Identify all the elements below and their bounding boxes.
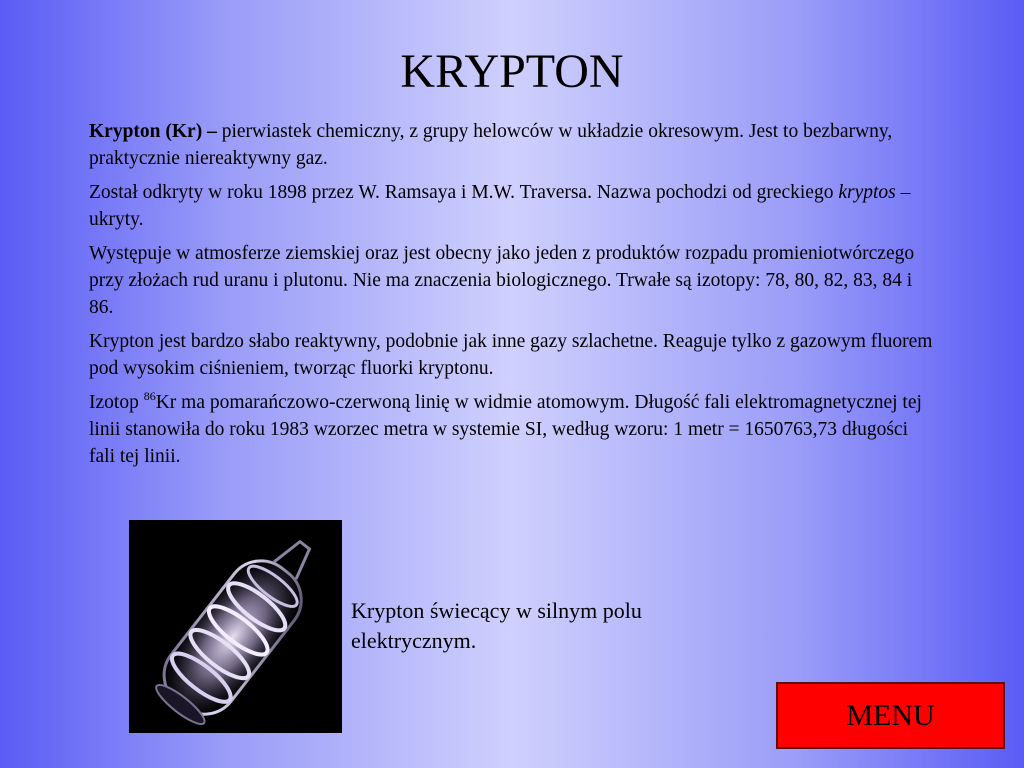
photo-caption: Krypton świecący w silnym polu elektrycznym. (351, 598, 642, 653)
isotope-text: Izotop (89, 392, 144, 413)
discovery-meaning: – ukryty. (89, 182, 911, 230)
content-text (89, 118, 935, 477)
krypton-discharge-tube-photo (129, 520, 342, 733)
isotope-description: Kr ma pomarańczowo-czerwoną linię w widmie atomowym. Długość fali elektromagnetycznej tej linii stanowiła do roku 1983 wzorzec metra w systemie SI, według wzoru: 1 metr = 1650763,73 długości fali tej linii. (89, 392, 922, 467)
menu-button[interactable]: MENU (776, 682, 1005, 749)
discovery-text: Został odkryty w roku 1898 przez W. Ramsaya i M.W. Traversa. Nazwa pochodzi od greckiego (89, 182, 839, 203)
paragraph-definition (89, 118, 935, 172)
definition-term: Krypton (Kr) – (89, 121, 217, 142)
isotope-mass-number: 86 (143, 389, 156, 403)
paragraph-reactivity: Krypton jest bardzo słabo reaktywny, podobnie jak inne gazy szlachetne. Reaguje tylko z gazowym fluorem pod wysokim ciśnieniem, tworząc fluorki kryptonu. (89, 331, 933, 379)
page-title: KRYPTON (400, 45, 624, 98)
paragraph-discovery (89, 179, 935, 233)
paragraph-isotope (89, 389, 935, 470)
greek-word: kryptos (838, 182, 896, 203)
paragraph-occurrence: Występuje w atmosferze ziemskiej oraz jest obecny jako jeden z produktów rozpadu promieniotwórczego przy złożach rud uranu i plutonu. Nie ma znaczenia biologicznego. Trwałe są izotopy: 78, 80, 82, 83, 84 i 86. (89, 243, 915, 318)
definition-text: pierwiastek chemiczny, z grupy helowców w układzie okresowym. Jest to bezbarwny, praktycznie niereaktywny gaz. (89, 121, 893, 169)
